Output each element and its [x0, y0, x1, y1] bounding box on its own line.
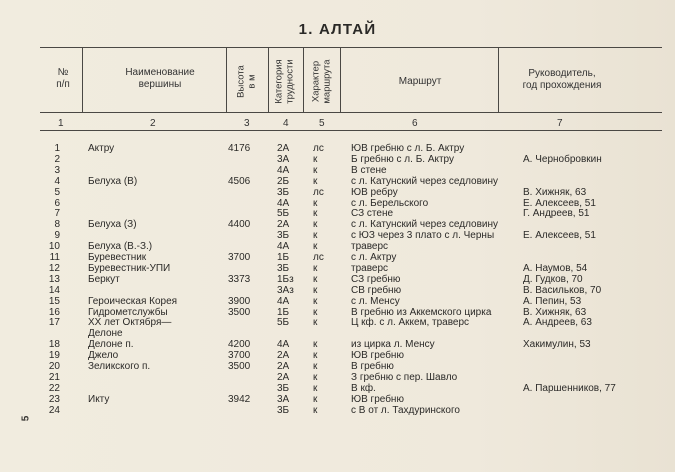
route-character: к — [313, 295, 318, 307]
row-number: 14 — [48, 284, 60, 296]
route-description: Б гребню с л. Б. Актру — [351, 153, 455, 165]
column-number-4: 4 — [283, 118, 289, 129]
peak-height: 3700 — [228, 350, 251, 362]
difficulty-category: 2А — [277, 371, 290, 383]
peak-name: Делоне п. — [88, 339, 134, 351]
route-character: к — [313, 404, 318, 416]
row-number: 11 — [49, 252, 60, 263]
route-character: к — [313, 208, 318, 220]
row-number: 13 — [48, 273, 60, 285]
route-description: ЮВ гребню с л. Б. Актру — [351, 143, 465, 154]
section-title: 1. АЛТАЙ — [298, 21, 377, 38]
leader-year: А. Андреев, 63 — [523, 317, 592, 329]
header-name — [100, 67, 220, 91]
route-description: ЮВ гребню — [351, 393, 404, 405]
difficulty-category: 4А — [277, 295, 290, 307]
column-divider — [268, 48, 269, 112]
difficulty-category: 2А — [277, 350, 290, 362]
difficulty-category: 3Б — [277, 382, 290, 394]
column-divider — [303, 48, 304, 112]
column-number-7: 7 — [557, 118, 563, 129]
difficulty-category: 3Б — [277, 230, 290, 242]
route-description: с л. Берельского — [351, 197, 429, 209]
peak-name: Икту — [88, 393, 110, 405]
peak-name: Героическая Корея — [88, 295, 178, 307]
difficulty-category: 3Аз — [277, 284, 294, 296]
header-height — [237, 47, 258, 117]
route-character: к — [313, 284, 318, 296]
route-description: СЗ гребню — [351, 273, 401, 285]
leader-year: Д. Гудков, 70 — [523, 273, 583, 285]
route-description: с л. Менсу — [351, 295, 400, 307]
leader-year: А. Чернобровкин — [523, 153, 602, 165]
route-description: ЮВ ребру — [351, 186, 398, 198]
route-description: ЮВ гребню — [351, 350, 404, 362]
peak-name: XX лет Октября— — [88, 317, 172, 329]
route-description: с В от л. Тахдуринского — [351, 404, 460, 416]
leader-year: А. Наумов, 54 — [523, 262, 588, 274]
route-character: к — [313, 153, 318, 165]
row-number: 24 — [48, 404, 60, 416]
route-description: Ц кф. с л. Аккем, траверс — [351, 317, 470, 329]
header-number-text: № п/п — [56, 67, 70, 90]
route-character: к — [313, 230, 318, 242]
difficulty-category: 1Б — [277, 306, 290, 318]
route-character: к — [313, 371, 318, 383]
header-character — [312, 47, 333, 117]
route-description: В стене — [351, 164, 387, 176]
route-description: З гребню с пер. Шавло — [351, 371, 458, 383]
column-number-5: 5 — [319, 118, 325, 129]
peak-height: 4176 — [228, 143, 251, 154]
header-height-text: Высота в м — [235, 65, 257, 98]
peak-height: 4200 — [228, 339, 251, 351]
leader-year: А. Паршенников, 77 — [523, 382, 616, 394]
row-number: 22 — [48, 382, 60, 394]
row-number: 1 — [54, 143, 60, 154]
route-character: к — [313, 241, 318, 253]
difficulty-category: 1Бз — [277, 273, 294, 285]
row-number: 23 — [48, 393, 60, 405]
header-number — [45, 67, 81, 91]
difficulty-category: 4А — [277, 339, 290, 351]
difficulty-category: 2А — [277, 143, 290, 154]
leader-year: Г. Андреев, 51 — [523, 208, 590, 220]
row-number: 16 — [48, 306, 60, 318]
route-description: с л. Катунский через седловину — [351, 175, 499, 187]
row-number: 21 — [48, 371, 60, 383]
header-leader — [502, 68, 622, 92]
peak-height: 3373 — [228, 273, 251, 285]
peak-name: Актру — [88, 143, 115, 154]
header-route-text: Маршрут — [398, 76, 442, 87]
header-character-text: Характер маршрута — [310, 59, 332, 104]
route-character: к — [313, 219, 318, 231]
header-route — [380, 76, 460, 88]
row-number: 12 — [48, 262, 60, 274]
route-character: лс — [313, 143, 324, 154]
route-character: к — [313, 175, 318, 187]
row-number: 2 — [54, 153, 60, 165]
route-character: к — [313, 317, 318, 329]
difficulty-category: 3А — [277, 393, 290, 405]
route-character: к — [313, 350, 318, 362]
route-description: В гребню — [351, 361, 394, 372]
leader-year: Хакимулин, 53 — [523, 339, 591, 351]
peak-height: 3500 — [228, 306, 251, 318]
route-description: В гребню из Аккемского цирка — [351, 306, 492, 318]
row-number: 18 — [48, 339, 60, 351]
peak-name: Джело — [88, 350, 119, 362]
column-divider — [226, 48, 227, 112]
peak-height: 3700 — [228, 252, 251, 263]
difficulty-category: 5Б — [277, 317, 290, 329]
peak-height: 4506 — [228, 175, 251, 187]
row-number: 19 — [48, 350, 60, 362]
route-character: к — [313, 382, 318, 394]
column-number-3: 3 — [244, 118, 250, 129]
route-description: СВ гребню — [351, 284, 402, 296]
header-name-text: Наименование вершины — [125, 67, 195, 90]
header-category-text: Категория трудности — [273, 59, 295, 104]
row-number: 17 — [48, 317, 60, 329]
header-category — [275, 47, 296, 117]
table-top-rule — [40, 47, 662, 48]
difficulty-category: 1Б — [277, 252, 290, 263]
peak-name: Делоне — [88, 328, 123, 340]
leader-year: В. Хижняк, 63 — [523, 306, 587, 318]
route-description: В кф. — [351, 382, 376, 394]
peak-height: 4400 — [228, 219, 251, 231]
row-number: 9 — [54, 230, 60, 242]
peak-height: 3942 — [228, 393, 251, 405]
page-number: 5 — [20, 415, 32, 422]
column-numbers-rule — [40, 130, 662, 131]
route-description: траверс — [351, 262, 389, 274]
route-character: к — [313, 393, 318, 405]
difficulty-category: 3Б — [277, 186, 290, 198]
peak-name: Белуха (В.-З.) — [88, 241, 153, 253]
route-description: с л. Актру — [351, 252, 397, 263]
difficulty-category: 4А — [277, 164, 290, 176]
row-number: 8 — [54, 219, 60, 231]
route-character: к — [313, 306, 318, 318]
difficulty-category: 2А — [277, 361, 290, 372]
column-number-6: 6 — [412, 118, 418, 129]
difficulty-category: 3Б — [277, 262, 290, 274]
leader-year: А. Пепин, 53 — [523, 295, 582, 307]
route-description: СЗ стене — [351, 208, 394, 220]
difficulty-category: 2А — [277, 219, 290, 231]
route-description: с ЮЗ через 3 плато с л. Черны — [351, 230, 495, 242]
difficulty-category: 4А — [277, 197, 290, 209]
peak-name: Гидрометслужбы — [88, 306, 168, 318]
row-number: 7 — [54, 208, 60, 220]
peak-name: Буревестник — [88, 252, 147, 263]
peak-height: 3500 — [228, 361, 251, 372]
row-number: 20 — [48, 361, 60, 372]
header-leader-text: Руководитель, год прохождения — [522, 68, 602, 91]
peak-name: Зеликского п. — [88, 361, 151, 372]
route-character: лс — [313, 252, 324, 263]
column-divider — [340, 48, 341, 112]
row-number: 4 — [54, 175, 60, 187]
row-number: 15 — [48, 295, 60, 307]
difficulty-category: 4А — [277, 241, 290, 253]
peak-name: Белуха (В) — [88, 175, 138, 187]
column-number-1: 1 — [58, 118, 64, 129]
route-character: к — [313, 197, 318, 209]
difficulty-category: 2Б — [277, 175, 290, 187]
route-description: траверс — [351, 241, 389, 253]
peak-name: Беркут — [88, 273, 120, 285]
column-divider — [498, 48, 499, 112]
route-character: к — [313, 273, 318, 285]
header-bottom-rule — [40, 112, 662, 113]
row-number: 10 — [48, 241, 60, 253]
leader-year: Е. Алексеев, 51 — [523, 230, 596, 242]
peak-height: 3900 — [228, 295, 251, 307]
peak-name: Буревестник-УПИ — [88, 262, 171, 274]
row-number: 5 — [54, 186, 60, 198]
difficulty-category: 3Б — [277, 404, 290, 416]
column-divider — [82, 48, 83, 112]
route-character: лс — [313, 186, 324, 198]
route-description: из цирка л. Менсу — [351, 339, 435, 351]
route-description: с л. Катунский через седловину — [351, 219, 499, 231]
leader-year: В. Васильков, 70 — [523, 284, 602, 296]
route-character: к — [313, 339, 318, 351]
route-character: к — [313, 262, 318, 274]
row-number: 6 — [54, 197, 60, 209]
difficulty-category: 5Б — [277, 208, 290, 220]
leader-year: Е. Алексеев, 51 — [523, 197, 596, 209]
peak-name: Белуха (З) — [88, 219, 137, 231]
route-character: к — [313, 361, 318, 372]
row-number: 3 — [54, 164, 60, 176]
column-number-2: 2 — [150, 118, 156, 129]
route-character: к — [313, 164, 318, 176]
leader-year: В. Хижняк, 63 — [523, 186, 587, 198]
difficulty-category: 3А — [277, 153, 290, 165]
